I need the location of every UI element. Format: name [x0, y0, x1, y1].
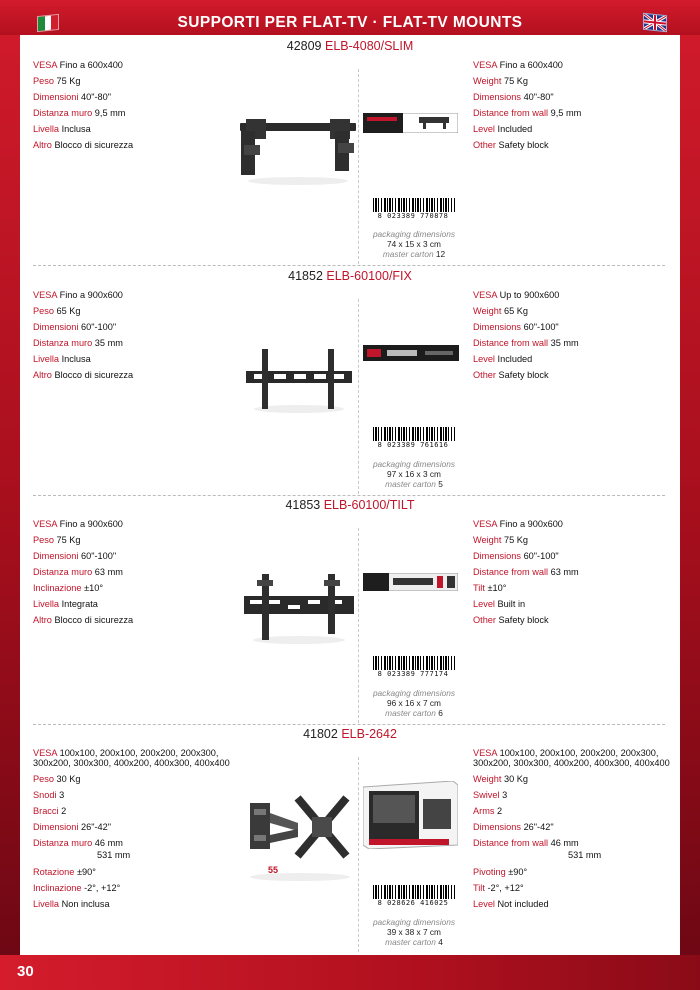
packaging-box-image [363, 781, 458, 849]
spec-row: Livella Inclusa [33, 354, 91, 364]
spec-row: Altro Blocco di sicurezza [33, 615, 134, 625]
spec-row: Snodi 3 [33, 790, 65, 800]
spec-row: VESA Fino a 600x400 [33, 60, 123, 70]
spec-row: Dimensions 40"-80" [473, 92, 554, 102]
spec-row: Level Built in [473, 599, 526, 609]
product-title [20, 269, 680, 283]
spec-row: VESA Fino a 900x600 [33, 290, 123, 300]
spec-row: Other Safety block [473, 370, 549, 380]
spec-row: Tilt ±10° [473, 583, 507, 593]
product-code: 41802 [303, 727, 338, 741]
spec-row: VESA Fino a 900x600 [473, 519, 563, 529]
barcode [367, 198, 459, 220]
spec-row: VESA Fino a 900x600 [33, 519, 123, 529]
product-model: ELB-2642 [341, 727, 397, 741]
barcode [367, 656, 459, 678]
packaging-dimensions: 97 x 16 x 3 cm [387, 469, 441, 479]
spec-row: Distanza muro 46 mm 531 mm [33, 838, 131, 860]
specs-italian [33, 745, 233, 912]
master-carton-label: master carton [385, 937, 436, 947]
product-title [20, 498, 680, 512]
spec-row: Inclinazione -2°, +12° [33, 883, 121, 893]
page-header [0, 0, 700, 35]
product-title [20, 727, 680, 741]
packaging-box-image [363, 345, 459, 361]
spec-row: Other Safety block [473, 615, 549, 625]
specs-italian [33, 287, 243, 383]
spec-row: Level Not included [473, 899, 549, 909]
barcode-digits: 8 023389 777174 [367, 670, 459, 678]
section-divider [33, 265, 665, 266]
spec-row: Peso 75 Kg [33, 535, 81, 545]
spec-row: Weight 75 Kg [473, 535, 529, 545]
product-code: 41852 [288, 269, 323, 283]
spec-row: Level Included [473, 124, 533, 134]
spec-row: Dimensioni 26"-42" [33, 822, 112, 832]
spec-row: Distance from wall 9,5 mm [473, 108, 582, 118]
spec-row: Distanza muro 35 mm [33, 338, 123, 348]
fixed-mount-image [244, 349, 354, 415]
barcode [367, 427, 459, 449]
product-title [20, 39, 680, 53]
packaging-dimensions: 96 x 16 x 7 cm [387, 698, 441, 708]
packaging-label: packaging dimensions [372, 917, 456, 927]
spec-row: Peso 30 Kg [33, 774, 81, 784]
spec-row: Distanza muro 63 mm [33, 567, 123, 577]
spec-row: Altro Blocco di sicurezza [33, 140, 134, 150]
spec-row: Pivoting ±90° [473, 867, 528, 877]
spec-row: Distanza muro 9,5 mm [33, 108, 126, 118]
product-model: ELB-60100/TILT [323, 498, 415, 512]
uk-flag-icon [643, 13, 667, 33]
spec-row: Dimensions 26"-42" [473, 822, 554, 832]
spec-row: VESA Up to 900x600 [473, 290, 560, 300]
spec-row: Livella Inclusa [33, 124, 91, 134]
packaging-info [359, 459, 469, 489]
product-code: 42809 [286, 39, 322, 53]
spec-row: Peso 75 Kg [33, 76, 81, 86]
packaging-box-image [363, 113, 458, 133]
section-divider [33, 495, 665, 496]
spec-row: Bracci 2 [33, 806, 67, 816]
product-model: ELB-60100/FIX [326, 269, 412, 283]
packaging-info [359, 917, 469, 947]
spec-row: Distance from wall 35 mm [473, 338, 579, 348]
page-footer [0, 955, 700, 990]
barcode-digits: 8 023389 770878 [367, 212, 459, 220]
spec-row: Weight 65 Kg [473, 306, 529, 316]
spec-row: Distance from wall 63 mm [473, 567, 579, 577]
packaging-dimensions: 39 x 38 x 7 cm [387, 927, 441, 937]
barcode-digits: 8 023389 761616 [367, 441, 459, 449]
spec-row: Level Included [473, 354, 533, 364]
section-divider [33, 724, 665, 725]
packaging-info [359, 229, 469, 259]
barcode [367, 885, 459, 907]
tilt-mount-image [242, 574, 356, 646]
specs-italian [33, 57, 243, 153]
specs-english [473, 516, 683, 628]
left-side-bar [0, 35, 20, 955]
packaging-dimensions: 74 x 15 x 3 cm [387, 239, 441, 249]
packaging-info [359, 688, 469, 718]
spec-row: Weight 30 Kg [473, 774, 529, 784]
master-carton-label: master carton [382, 249, 434, 259]
specs-english [473, 287, 683, 383]
spec-row: Dimensioni 60"-100" [33, 551, 117, 561]
page-title: SUPPORTI PER FLAT-TV · FLAT-TV MOUNTS [177, 14, 523, 31]
specs-english [473, 57, 683, 153]
spec-row: Other Safety block [473, 140, 549, 150]
product-model: ELB-4080/SLIM [325, 39, 414, 53]
packaging-label: packaging dimensions [372, 459, 456, 469]
spec-row: Peso 65 Kg [33, 306, 81, 316]
spec-row: Livella Non inclusa [33, 899, 110, 909]
spec-row: VESA 100x100, 200x100, 200x200, 200x300, 300x200, 300x300, 400x200, 400x300, 400x400 [33, 748, 230, 768]
packaging-label: packaging dimensions [372, 688, 456, 698]
master-carton-qty: 12 [435, 249, 446, 259]
spec-row: Arms 2 [473, 806, 503, 816]
spec-row: Rotazione ±90° [33, 867, 96, 877]
spec-row: Dimensioni 60"-100" [33, 322, 117, 332]
spec-row: Weight 75 Kg [473, 76, 529, 86]
spec-row: VESA 100x100, 200x100, 200x200, 200x300, 300x200, 300x300, 400x200, 400x300, 400x400 [473, 748, 670, 768]
specs-italian [33, 516, 243, 628]
spec-row: Inclinazione ±10° [33, 583, 104, 593]
product-code: 41853 [285, 498, 321, 512]
packaging-box-image [363, 573, 458, 591]
master-carton-label: master carton [385, 708, 436, 718]
spec-row: VESA Fino a 600x400 [473, 60, 563, 70]
specs-english [473, 745, 673, 912]
reach-label: 55 [268, 865, 279, 875]
master-carton-qty: 6 [438, 708, 443, 718]
spec-row: Tilt -2°, +12° [473, 883, 524, 893]
barcode-digits: 8 028626 416025 [367, 899, 459, 907]
master-carton-qty: 4 [438, 937, 443, 947]
packaging-label: packaging dimensions [372, 229, 456, 239]
spec-row: Altro Blocco di sicurezza [33, 370, 134, 380]
right-side-bar [680, 35, 700, 955]
articulating-mount-image [240, 783, 358, 883]
spec-row: Dimensions 60"-100" [473, 551, 559, 561]
spec-row: Dimensioni 40"-80" [33, 92, 112, 102]
slim-mount-image [238, 117, 358, 187]
page-number: 30 [17, 963, 34, 980]
spec-row: Dimensions 60"-100" [473, 322, 559, 332]
spec-row: Livella Integrata [33, 599, 98, 609]
master-carton-qty: 5 [438, 479, 443, 489]
spec-row: Distance from wall 46 mm 531 mm [473, 838, 602, 860]
master-carton-label: master carton [385, 479, 436, 489]
spec-row: Swivel 3 [473, 790, 508, 800]
